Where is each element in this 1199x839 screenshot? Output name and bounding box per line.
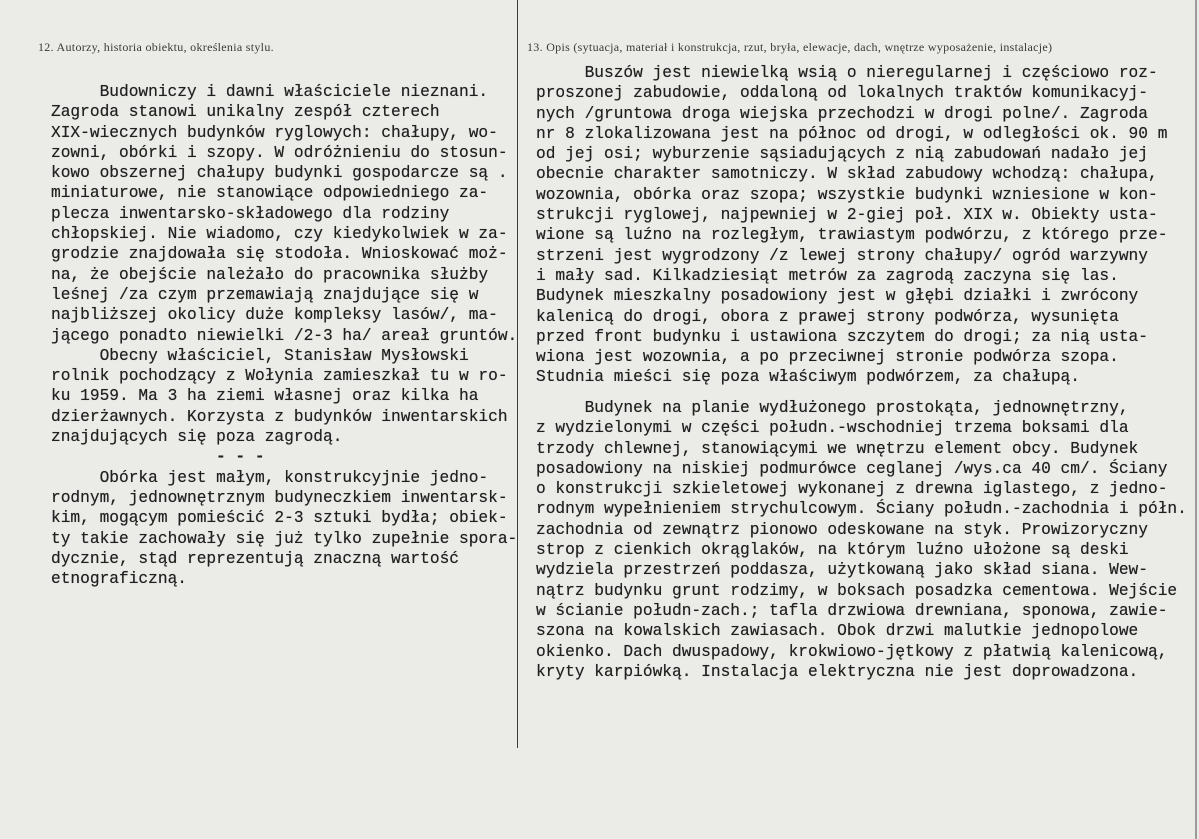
text-line: wiona jest wozownia, a po przeciwnej stronie podwórza szopa. [536, 348, 1119, 367]
text-line: szona na kowalskich zawiasach. Obok drzwi malutkie jednopolowe [536, 622, 1139, 641]
text-line: XIX-wiecznych budynków ryglowych: chałupy, wo- [51, 123, 498, 142]
history-text-column [51, 82, 531, 589]
text-line: Buszów jest niewielką wsią o nieregularnej i częściowo roz- [584, 64, 1158, 82]
text-line: kowo obszernej chałupy budynki gospodarcze są . [51, 164, 508, 183]
text-line: Budowniczy i dawni właściciele nieznani. [99, 83, 489, 101]
text-line: na, że obejście należało do pracownika służby [51, 265, 489, 284]
text-line: miniaturowe, nie stanowiące odpowiedniego za- [51, 184, 489, 203]
text-line: strzeni jest wygrodzony /z lewej strony chałupy/ ogród warzywny [536, 246, 1148, 265]
text-line: wozownia, obórka oraz szopa; wszystkie budynki wzniesione w kon- [536, 185, 1158, 204]
section-13-header: 13. Opis (sytuacja, materiał i konstrukcja, rzut, bryła, elewacje, dach, wnętrze wyposażenie, instalacje) [527, 40, 1053, 54]
text-line: dycznie, stąd reprezentują znaczną wartość [51, 549, 459, 568]
text-line: od jej osi; wyburzenie sąsiadujących z nią zabudowań nadało jej [536, 145, 1148, 164]
paragraph-situation [536, 63, 1196, 388]
text-line: chłopskiej. Nie wiadomo, czy kiedykolwiek w za- [51, 225, 508, 244]
text-line: o konstrukcji szkieletowej wykonanej z drewna iglastego, z jedno- [536, 480, 1168, 499]
text-line: kalenicą do drogi, obora z prawej strony podwórza, wysunięta [536, 307, 1119, 326]
text-line: w ścianie połudn-zach.; tafla drzwiowa drewniana, sponowa, zawie- [536, 601, 1168, 620]
text-line: Budynek na planie wydłużonego prostokąta, jednownętrzny, [584, 398, 1129, 417]
text-line: obecnie charakter samotniczy. W skład zabudowy wchodzą: chałupa, [536, 165, 1158, 184]
text-line: zowni, obórki i szopy. W odróżnieniu do stosun- [51, 143, 508, 162]
description-text-column [536, 63, 1196, 682]
paragraph-building-description [536, 398, 1196, 682]
text-line: nr 8 zlokalizowana jest na północ od drogi, w odległości ok. 90 m [536, 124, 1168, 143]
text-line: wydziela przestrzeń poddasza, użytkowaną jako skład siana. Wew- [536, 561, 1148, 580]
paragraph-builders [51, 82, 531, 346]
text-line: Zagroda stanowi unikalny zespół czterech [51, 103, 440, 122]
text-line: strop z cienkich okrąglaków, na którym luźno ułożone są deski [536, 541, 1129, 560]
text-line: leśnej /za czym przemawiają znajdujące się w [51, 285, 479, 304]
text-line: nątrz budynku grunt rodzimy, w boksach posadzka cementowa. Wejście [536, 581, 1178, 600]
text-line: strukcji ryglowej, najpewniej w 2-giej poł. XIX w. Obiekty usta- [536, 206, 1158, 225]
text-line: grodzie znajdowała się stodoła. Wnioskować moż- [51, 245, 508, 264]
text-line: wione są luźno na rozległym, trawiastym podwórzu, z którego prze- [536, 226, 1168, 245]
section-separator: - - - [216, 448, 265, 467]
text-line: i mały sad. Kilkadziesiąt metrów za zagrodą zaczyna się las. [536, 266, 1119, 285]
text-line: ku 1959. Ma 3 ha ziemi własnej oraz kilka ha [51, 387, 479, 406]
section-12-header: 12. Autorzy, historia obiektu, określenia stylu. [38, 40, 274, 54]
text-line: Obecny właściciel, Stanisław Mysłowski [99, 346, 469, 365]
text-line: jącego ponadto niewielki /2-3 ha/ areał gruntów. [51, 326, 518, 345]
text-line: rodnym, jednownętrznym budyneczkiem inwentarsk- [51, 488, 508, 507]
text-line: zachodnia od zewnątrz pionowo odeskowane na styk. Prowizoryczny [536, 520, 1148, 539]
text-line: Obórka jest małym, konstrukcyjnie jedno- [99, 468, 489, 487]
text-line: dzierżawnych. Korzysta z budynków inwentarskich [51, 407, 508, 426]
text-line: ty takie zachowały się już tylko zupełnie spora- [51, 529, 518, 548]
text-line: przed front budynku i ustawiona szczytem do drogi; za nią usta- [536, 327, 1148, 346]
text-line: Budynek mieszkalny posadowiony jest w głębi działki i zwrócony [536, 287, 1139, 306]
text-line: trzody chlewnej, stanowiącymi we wnętrzu element obcy. Budynek [536, 439, 1139, 458]
text-line: z wydzielonymi w części połudn.-wschodniej trzema boksami dla [536, 419, 1129, 438]
text-line: znajdujących się poza zagrodą. [51, 428, 343, 447]
text-line: kim, mogącym pomieścić 2-3 sztuki bydła; obiek- [51, 509, 508, 528]
text-line: Studnia mieści się poza właściwym podwórzem, za chałupą. [536, 368, 1080, 387]
text-line: okienko. Dach dwuspadowy, krokwiowo-jętkowy z płatwią kalenicową, [536, 642, 1168, 661]
text-line: rolnik pochodzący z Wołynia zamieszkał tu w ro- [51, 367, 508, 386]
paragraph-oborka [51, 468, 531, 590]
text-line: plecza inwentarsko-składowego dla rodziny [51, 204, 450, 223]
text-line: proszonej zabudowie, oddaloną od lokalnych traktów komunikacyj- [536, 84, 1148, 103]
text-line: posadowiony na niskiej podmurówce ceglanej /wys.ca 40 cm/. Ściany [536, 459, 1168, 478]
text-line: nych /gruntowa droga wiejska przechodzi w drogi polne/. Zagroda [536, 104, 1148, 123]
text-line: etnograficzną. [51, 570, 187, 589]
text-line: najbliższej okolicy duże kompleksy lasów/, ma- [51, 306, 498, 325]
paragraph-current-owner [51, 346, 531, 447]
text-line: rodnym wypełnieniem strychulcowym. Ściany połudn.-zachodnia i półn. [536, 500, 1187, 519]
text-line: kryty karpiówką. Instalacja elektryczna nie jest doprowadzona. [536, 662, 1139, 681]
